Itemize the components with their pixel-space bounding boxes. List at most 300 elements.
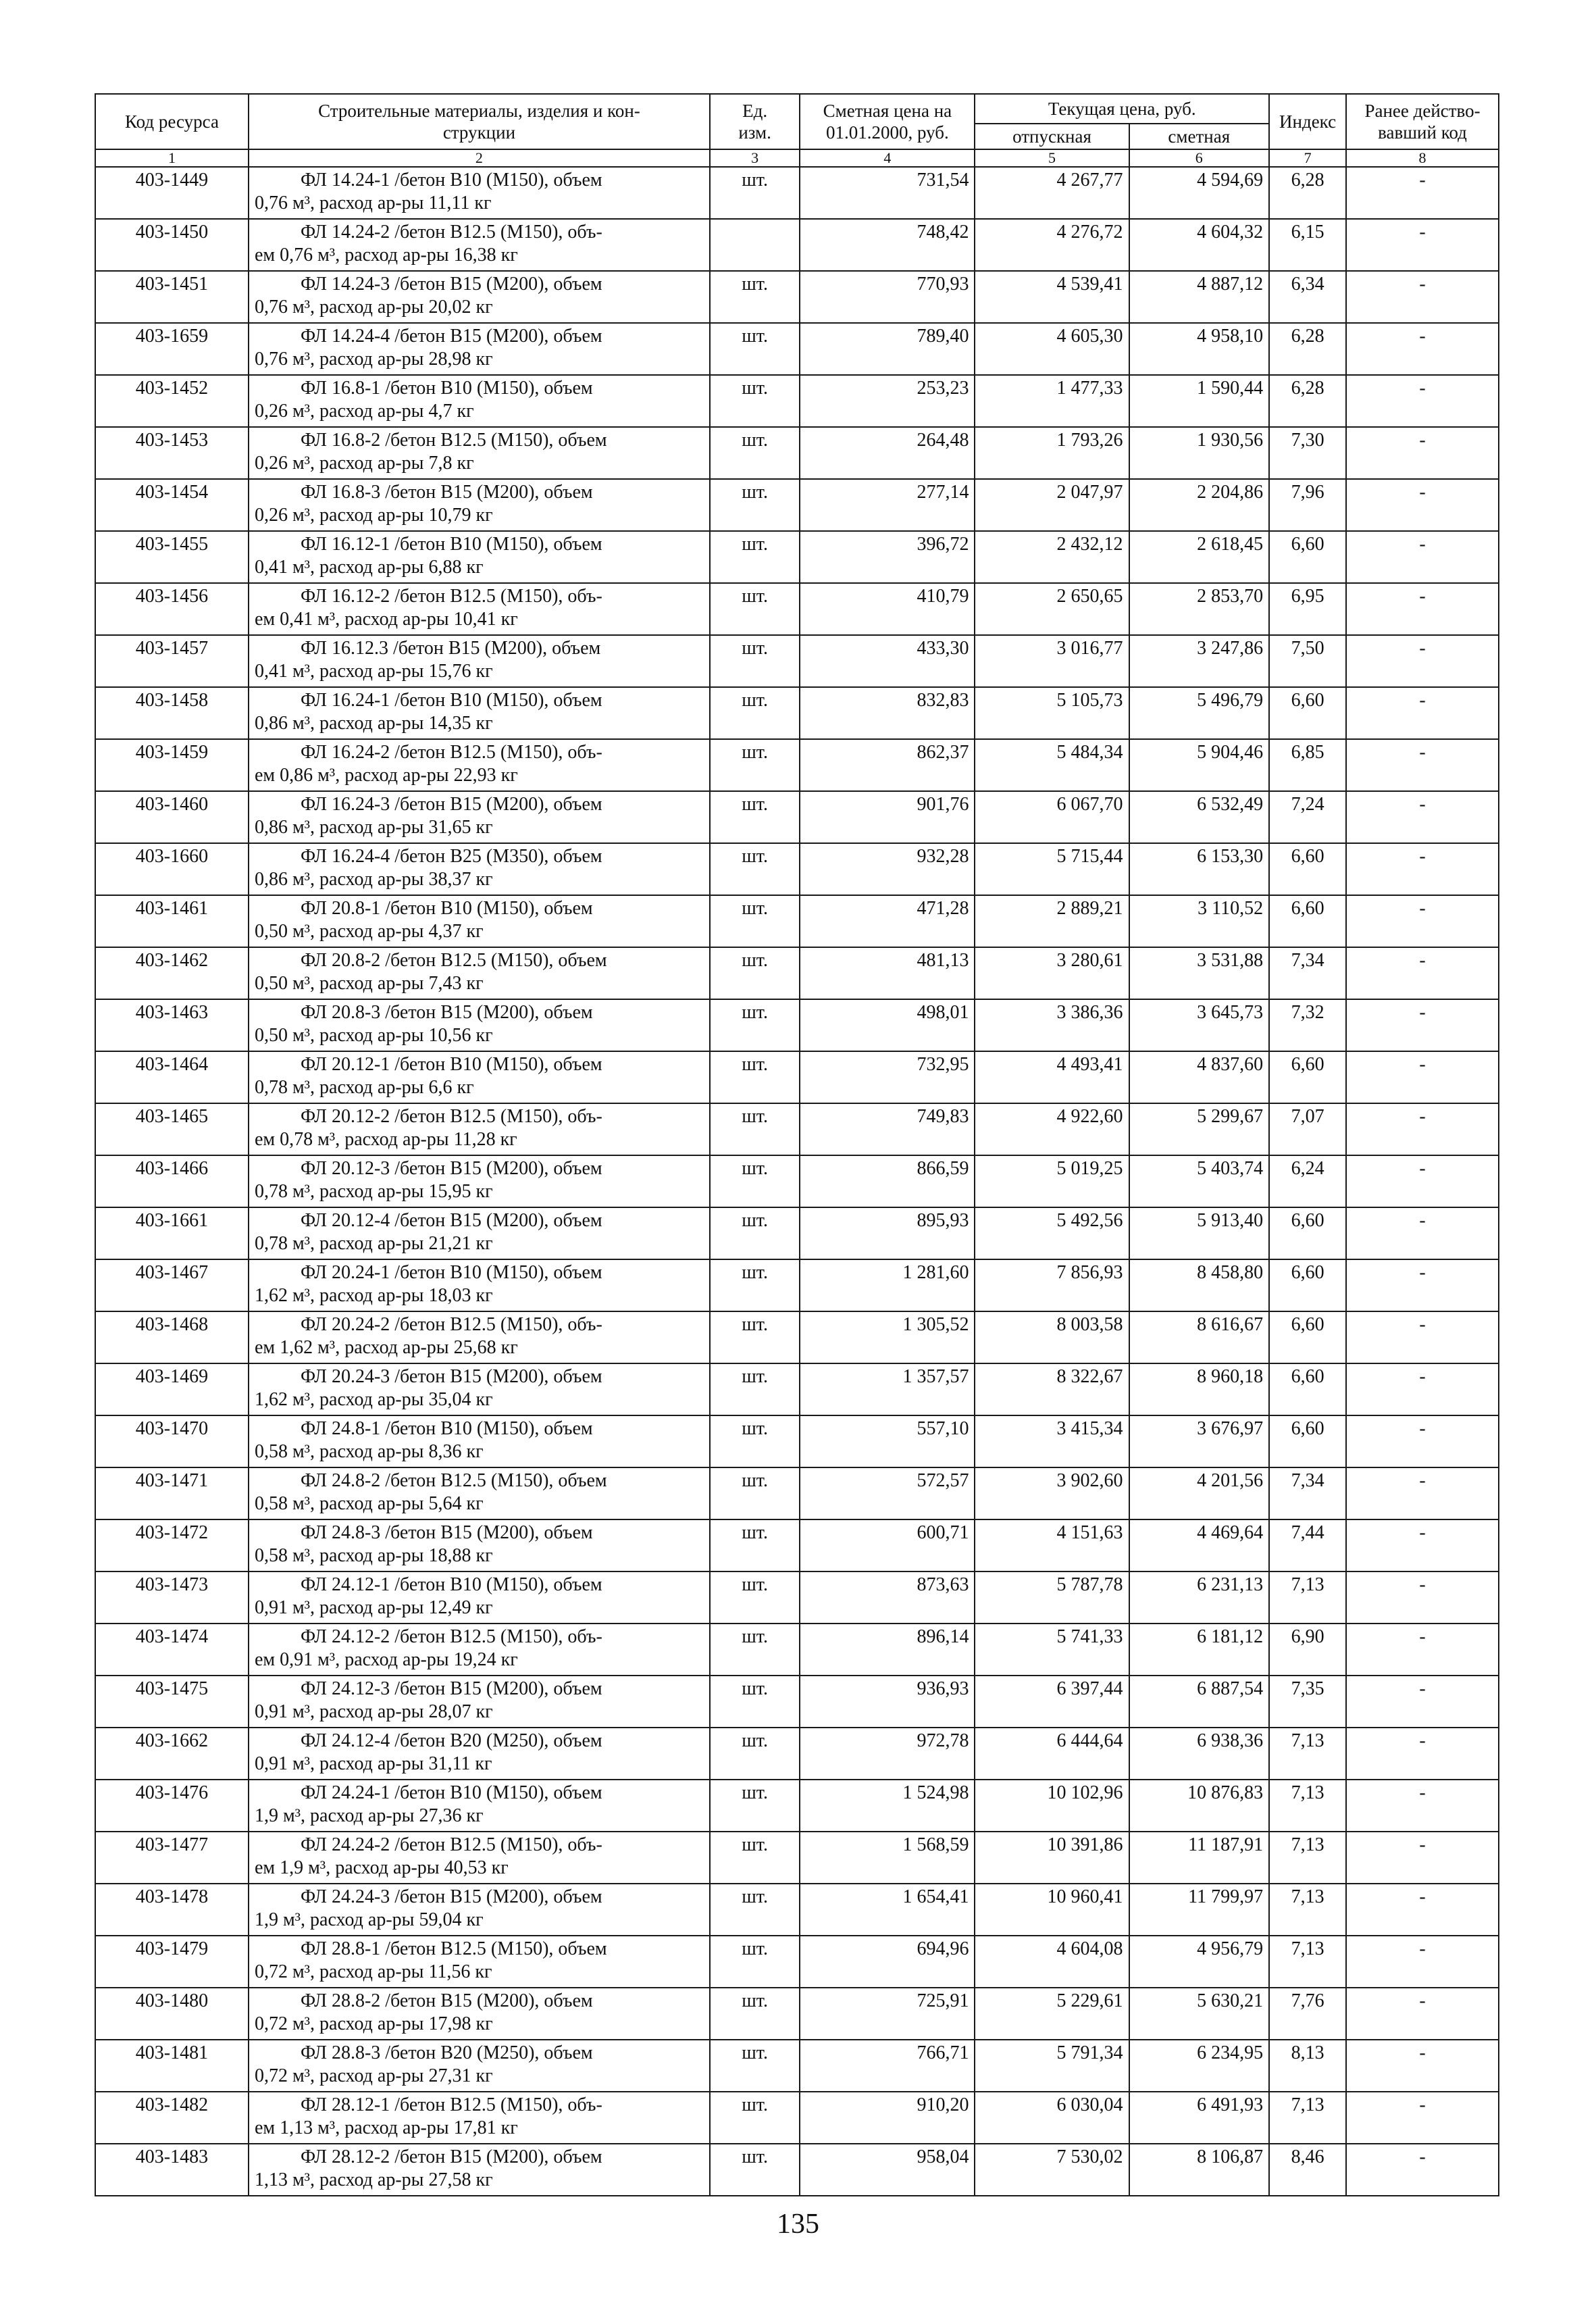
material-name-line2: 0,86 м³, расход ар-ры 38,37 кг (254, 869, 493, 890)
price-index: 7,13 (1269, 1780, 1346, 1832)
resource-code: 403-1460 (95, 791, 249, 843)
previous-code: - (1346, 167, 1499, 219)
release-price: 1 793,26 (975, 427, 1129, 479)
release-price: 8 322,67 (975, 1363, 1129, 1415)
table-row (95, 271, 1499, 323)
base-price: 1 654,41 (800, 1884, 975, 1936)
base-price: 694,96 (800, 1936, 975, 1988)
price-index: 6,28 (1269, 167, 1346, 219)
release-price: 5 229,61 (975, 1988, 1129, 2040)
table-row (95, 999, 1499, 1051)
previous-code: - (1346, 1051, 1499, 1103)
material-name-line1: ФЛ 20.8-2 /бетон В12.5 (М150), объем (300, 950, 607, 971)
base-price: 498,01 (800, 999, 975, 1051)
resource-code: 403-1449 (95, 167, 249, 219)
material-name-line1: ФЛ 28.8-2 /бетон В15 (М200), объем (300, 1990, 593, 2011)
release-price: 4 276,72 (975, 219, 1129, 271)
material-name-line1: ФЛ 24.8-3 /бетон В15 (М200), объем (300, 1522, 593, 1543)
unit: шт. (710, 375, 800, 427)
price-index: 7,44 (1269, 1519, 1346, 1571)
release-price: 4 267,77 (975, 167, 1129, 219)
material-name (249, 739, 710, 791)
price-index: 7,13 (1269, 1884, 1346, 1936)
previous-code: - (1346, 479, 1499, 531)
release-price: 4 151,63 (975, 1519, 1129, 1571)
material-name-line1: ФЛ 28.8-3 /бетон В20 (М250), объем (300, 2042, 593, 2063)
material-name (249, 323, 710, 375)
price-index: 7,34 (1269, 1467, 1346, 1519)
estimate-price: 4 887,12 (1129, 271, 1270, 323)
price-index: 7,35 (1269, 1676, 1346, 1728)
material-name (249, 1467, 710, 1519)
table-row (95, 635, 1499, 687)
base-price: 936,93 (800, 1676, 975, 1728)
material-name (249, 1311, 710, 1363)
material-name (249, 1207, 710, 1259)
table-row (95, 1988, 1499, 2040)
table-row (95, 1519, 1499, 1571)
release-price: 2 432,12 (975, 531, 1129, 583)
previous-code: - (1346, 739, 1499, 791)
unit: шт. (710, 531, 800, 583)
table-row (95, 1051, 1499, 1103)
estimate-price: 4 201,56 (1129, 1467, 1270, 1519)
price-index: 7,13 (1269, 2092, 1346, 2144)
release-price: 4 539,41 (975, 271, 1129, 323)
unit: шт. (710, 1051, 800, 1103)
release-price: 1 477,33 (975, 375, 1129, 427)
estimate-price: 6 181,12 (1129, 1624, 1270, 1676)
release-price: 3 415,34 (975, 1415, 1129, 1467)
price-index: 7,07 (1269, 1103, 1346, 1155)
price-index: 7,32 (1269, 999, 1346, 1051)
header-base-price: Сметная цена на 01.01.2000, руб. (800, 94, 975, 149)
unit: шт. (710, 1259, 800, 1311)
material-name (249, 1363, 710, 1415)
material-name-line1: ФЛ 28.12-1 /бетон В12.5 (М150), объ- (300, 2094, 602, 2115)
unit: шт. (710, 271, 800, 323)
material-name-line2: 0,50 м³, расход ар-ры 10,56 кг (254, 1025, 493, 1046)
material-name-line2: 0,91 м³, расход ар-ры 28,07 кг (254, 1701, 493, 1722)
material-name (249, 791, 710, 843)
release-price: 5 791,34 (975, 2040, 1129, 2092)
resource-code: 403-1480 (95, 1988, 249, 2040)
material-name (249, 1571, 710, 1624)
unit: шт. (710, 1728, 800, 1780)
material-name (249, 167, 710, 219)
price-index: 6,60 (1269, 531, 1346, 583)
previous-code: - (1346, 999, 1499, 1051)
material-name-line1: ФЛ 24.24-1 /бетон В10 (М150), объем (300, 1782, 602, 1803)
previous-code: - (1346, 1519, 1499, 1571)
resource-code: 403-1452 (95, 375, 249, 427)
price-index: 6,60 (1269, 687, 1346, 739)
base-price: 433,30 (800, 635, 975, 687)
estimate-price: 5 913,40 (1129, 1207, 1270, 1259)
column-number: 4 (800, 149, 975, 167)
estimate-price: 6 532,49 (1129, 791, 1270, 843)
header-index: Индекс (1269, 94, 1346, 149)
base-price: 1 568,59 (800, 1832, 975, 1884)
price-index: 6,24 (1269, 1155, 1346, 1207)
material-name-line2: 0,76 м³, расход ар-ры 20,02 кг (254, 297, 493, 318)
table-row (95, 583, 1499, 635)
previous-code: - (1346, 1832, 1499, 1884)
material-name (249, 271, 710, 323)
release-price: 6 397,44 (975, 1676, 1129, 1728)
release-price: 4 922,60 (975, 1103, 1129, 1155)
resource-code: 403-1462 (95, 947, 249, 999)
release-price: 2 650,65 (975, 583, 1129, 635)
material-name-line1: ФЛ 20.8-1 /бетон В10 (М150), объем (300, 898, 593, 919)
base-price: 749,83 (800, 1103, 975, 1155)
estimate-price: 2 204,86 (1129, 479, 1270, 531)
material-name-line2: ем 1,62 м³, расход ар-ры 25,68 кг (254, 1337, 518, 1358)
resource-code: 403-1660 (95, 843, 249, 895)
release-price: 6 444,64 (975, 1728, 1129, 1780)
material-name (249, 427, 710, 479)
estimate-price: 8 960,18 (1129, 1363, 1270, 1415)
table-row (95, 323, 1499, 375)
price-index: 6,34 (1269, 271, 1346, 323)
header-release-price: отпускная (975, 124, 1129, 149)
page-number: 135 (777, 2209, 819, 2240)
unit: шт. (710, 2144, 800, 2196)
unit: шт. (710, 1936, 800, 1988)
unit: шт. (710, 1780, 800, 1832)
resource-code: 403-1482 (95, 2092, 249, 2144)
price-index: 6,85 (1269, 739, 1346, 791)
material-name-line2: 0,76 м³, расход ар-ры 11,11 кг (254, 193, 492, 213)
material-name-line1: ФЛ 14.24-4 /бетон В15 (М200), объем (300, 326, 602, 347)
price-index: 6,60 (1269, 1311, 1346, 1363)
column-number: 5 (975, 149, 1129, 167)
material-name-line2: ем 1,13 м³, расход ар-ры 17,81 кг (254, 2117, 518, 2138)
price-index: 6,60 (1269, 1207, 1346, 1259)
resource-code: 403-1474 (95, 1624, 249, 1676)
material-name-line1: ФЛ 16.8-3 /бетон В15 (М200), объем (300, 482, 593, 503)
price-index: 8,13 (1269, 2040, 1346, 2092)
release-price: 10 391,86 (975, 1832, 1129, 1884)
material-name (249, 479, 710, 531)
resource-code: 403-1456 (95, 583, 249, 635)
material-name-line1: ФЛ 28.12-2 /бетон В15 (М200), объем (300, 2146, 602, 2167)
header-unit: Ед. изм. (710, 94, 800, 149)
material-name (249, 1519, 710, 1571)
release-price: 5 492,56 (975, 1207, 1129, 1259)
header-current-price: Текущая цена, руб. (975, 94, 1269, 124)
table-row (95, 1571, 1499, 1624)
material-name (249, 635, 710, 687)
release-price: 4 604,08 (975, 1936, 1129, 1988)
table-row (95, 1467, 1499, 1519)
unit: шт. (710, 167, 800, 219)
base-price: 725,91 (800, 1988, 975, 2040)
estimate-price: 6 938,36 (1129, 1728, 1270, 1780)
base-price: 789,40 (800, 323, 975, 375)
unit: шт. (710, 1832, 800, 1884)
estimate-price: 6 153,30 (1129, 843, 1270, 895)
material-name-line2: 0,50 м³, расход ар-ры 7,43 кг (254, 973, 484, 994)
material-name-line2: 0,91 м³, расход ар-ры 31,11 кг (254, 1753, 492, 1774)
base-price: 862,37 (800, 739, 975, 791)
material-name-line2: 1,13 м³, расход ар-ры 27,58 кг (254, 2169, 493, 2190)
price-index: 7,13 (1269, 1571, 1346, 1624)
estimate-price: 3 531,88 (1129, 947, 1270, 999)
resource-code: 403-1475 (95, 1676, 249, 1728)
price-index: 6,60 (1269, 1259, 1346, 1311)
material-name (249, 583, 710, 635)
material-name (249, 531, 710, 583)
previous-code: - (1346, 1103, 1499, 1155)
base-price: 1 305,52 (800, 1311, 975, 1363)
table-row (95, 2092, 1499, 2144)
previous-code: - (1346, 219, 1499, 271)
material-name-line1: ФЛ 20.12-1 /бетон В10 (М150), объем (300, 1054, 602, 1075)
base-price: 896,14 (800, 1624, 975, 1676)
table-row (95, 1624, 1499, 1676)
material-name (249, 1780, 710, 1832)
estimate-price: 11 187,91 (1129, 1832, 1270, 1884)
table-row (95, 1363, 1499, 1415)
price-index: 6,28 (1269, 323, 1346, 375)
material-name-line2: ем 0,91 м³, расход ар-ры 19,24 кг (254, 1649, 518, 1670)
release-price: 10 960,41 (975, 1884, 1129, 1936)
release-price: 8 003,58 (975, 1311, 1129, 1363)
base-price: 748,42 (800, 219, 975, 271)
material-name-line2: 0,41 м³, расход ар-ры 15,76 кг (254, 661, 493, 682)
material-name-line2: 0,78 м³, расход ар-ры 6,6 кг (254, 1077, 474, 1098)
material-name (249, 1988, 710, 2040)
resource-code: 403-1468 (95, 1311, 249, 1363)
previous-code: - (1346, 635, 1499, 687)
material-name (249, 1676, 710, 1728)
material-name-line2: 0,86 м³, расход ар-ры 14,35 кг (254, 713, 493, 734)
estimate-price: 5 299,67 (1129, 1103, 1270, 1155)
material-name-line1: ФЛ 14.24-2 /бетон В12.5 (М150), объ- (300, 222, 602, 243)
release-price: 3 280,61 (975, 947, 1129, 999)
previous-code: - (1346, 1415, 1499, 1467)
resource-code: 403-1483 (95, 2144, 249, 2196)
resource-code: 403-1461 (95, 895, 249, 947)
header-code: Код ресурса (95, 94, 249, 149)
resource-code: 403-1451 (95, 271, 249, 323)
table-row (95, 1415, 1499, 1467)
material-name-line2: ем 1,9 м³, расход ар-ры 40,53 кг (254, 1857, 509, 1878)
price-index: 6,90 (1269, 1624, 1346, 1676)
estimate-price: 4 956,79 (1129, 1936, 1270, 1988)
material-name-line1: ФЛ 24.12-3 /бетон В15 (М200), объем (300, 1678, 602, 1699)
material-name-line2: 0,86 м³, расход ар-ры 31,65 кг (254, 817, 493, 838)
resource-code: 403-1471 (95, 1467, 249, 1519)
unit: шт. (710, 1571, 800, 1624)
previous-code: - (1346, 531, 1499, 583)
base-price: 600,71 (800, 1519, 975, 1571)
release-price: 5 105,73 (975, 687, 1129, 739)
estimate-price: 1 590,44 (1129, 375, 1270, 427)
material-name (249, 1051, 710, 1103)
previous-code: - (1346, 895, 1499, 947)
material-name (249, 2040, 710, 2092)
release-price: 2 047,97 (975, 479, 1129, 531)
estimate-price: 6 234,95 (1129, 2040, 1270, 2092)
material-name-line2: 0,72 м³, расход ар-ры 11,56 кг (254, 1961, 492, 1982)
estimate-price: 6 231,13 (1129, 1571, 1270, 1624)
unit: шт. (710, 687, 800, 739)
resource-code: 403-1455 (95, 531, 249, 583)
resource-code: 403-1467 (95, 1259, 249, 1311)
release-price: 5 484,34 (975, 739, 1129, 791)
material-name-line1: ФЛ 16.24-1 /бетон В10 (М150), объем (300, 690, 602, 711)
resource-code: 403-1469 (95, 1363, 249, 1415)
resource-code: 403-1662 (95, 1728, 249, 1780)
unit: шт. (710, 1103, 800, 1155)
previous-code: - (1346, 375, 1499, 427)
material-name-line1: ФЛ 16.8-2 /бетон В12.5 (М150), объем (300, 430, 607, 451)
table-row (95, 2040, 1499, 2092)
material-name-line2: 0,58 м³, расход ар-ры 8,36 кг (254, 1441, 484, 1462)
previous-code: - (1346, 2092, 1499, 2144)
material-name (249, 1728, 710, 1780)
previous-code: - (1346, 1363, 1499, 1415)
release-price: 5 715,44 (975, 843, 1129, 895)
material-name-line1: ФЛ 24.8-2 /бетон В12.5 (М150), объем (300, 1470, 607, 1491)
material-name-line2: ем 0,78 м³, расход ар-ры 11,28 кг (254, 1129, 517, 1150)
release-price: 5 787,78 (975, 1571, 1129, 1624)
base-price: 866,59 (800, 1155, 975, 1207)
release-price: 2 889,21 (975, 895, 1129, 947)
previous-code: - (1346, 271, 1499, 323)
base-price: 901,76 (800, 791, 975, 843)
unit: шт. (710, 1155, 800, 1207)
material-name-line1: ФЛ 24.12-2 /бетон В12.5 (М150), объ- (300, 1626, 602, 1647)
resource-code: 403-1464 (95, 1051, 249, 1103)
table-row (95, 1780, 1499, 1832)
unit: шт. (710, 1988, 800, 2040)
material-name (249, 2092, 710, 2144)
estimate-price: 4 469,64 (1129, 1519, 1270, 1571)
table-row (95, 427, 1499, 479)
table-row (95, 1676, 1499, 1728)
release-price: 6 067,70 (975, 791, 1129, 843)
material-name-line2: 1,62 м³, расход ар-ры 35,04 кг (254, 1389, 493, 1410)
estimate-price: 6 491,93 (1129, 2092, 1270, 2144)
unit: шт. (710, 999, 800, 1051)
unit: шт. (710, 791, 800, 843)
unit: шт. (710, 583, 800, 635)
unit: шт. (710, 1519, 800, 1571)
column-number: 3 (710, 149, 800, 167)
table-row (95, 2144, 1499, 2196)
header-prev-code: Ранее действо- вавший код (1346, 94, 1499, 149)
estimate-price: 4 604,32 (1129, 219, 1270, 271)
unit: шт. (710, 2040, 800, 2092)
unit: шт. (710, 1311, 800, 1363)
table-row (95, 167, 1499, 219)
price-index: 6,60 (1269, 1363, 1346, 1415)
base-price: 572,57 (800, 1467, 975, 1519)
material-name-line1: ФЛ 20.8-3 /бетон В15 (М200), объем (300, 1002, 593, 1023)
unit: шт. (710, 843, 800, 895)
table-row (95, 531, 1499, 583)
previous-code: - (1346, 323, 1499, 375)
release-price: 5 741,33 (975, 1624, 1129, 1676)
resource-code: 403-1458 (95, 687, 249, 739)
table-row (95, 219, 1499, 271)
estimate-price: 3 247,86 (1129, 635, 1270, 687)
material-name (249, 687, 710, 739)
material-name-line1: ФЛ 20.12-4 /бетон В15 (М200), объем (300, 1210, 602, 1231)
price-index: 7,30 (1269, 427, 1346, 479)
material-name (249, 219, 710, 271)
material-name (249, 1832, 710, 1884)
base-price: 471,28 (800, 895, 975, 947)
material-name-line1: ФЛ 16.24-4 /бетон В25 (М350), объем (300, 846, 602, 867)
base-price: 910,20 (800, 2092, 975, 2144)
column-number: 8 (1346, 149, 1499, 167)
material-name-line2: 0,72 м³, расход ар-ры 17,98 кг (254, 2013, 493, 2034)
release-price: 3 016,77 (975, 635, 1129, 687)
price-index: 6,95 (1269, 583, 1346, 635)
unit: шт. (710, 1884, 800, 1936)
unit: шт. (710, 1363, 800, 1415)
resource-code: 403-1477 (95, 1832, 249, 1884)
material-name-line1: ФЛ 16.12.3 /бетон В15 (М200), объем (300, 638, 601, 659)
estimate-price: 5 630,21 (1129, 1988, 1270, 2040)
release-price: 7 530,02 (975, 2144, 1129, 2196)
resource-code: 403-1476 (95, 1780, 249, 1832)
material-name-line1: ФЛ 20.24-1 /бетон В10 (М150), объем (300, 1262, 602, 1283)
material-name-line1: ФЛ 24.8-1 /бетон В10 (М150), объем (300, 1418, 593, 1439)
previous-code: - (1346, 1207, 1499, 1259)
release-price: 6 030,04 (975, 2092, 1129, 2144)
estimate-price: 6 887,54 (1129, 1676, 1270, 1728)
material-name-line2: 0,91 м³, расход ар-ры 12,49 кг (254, 1597, 493, 1618)
resource-code: 403-1661 (95, 1207, 249, 1259)
base-price: 732,95 (800, 1051, 975, 1103)
base-price: 932,28 (800, 843, 975, 895)
material-name (249, 1624, 710, 1676)
material-name-line2: ем 0,86 м³, расход ар-ры 22,93 кг (254, 765, 518, 786)
estimate-price: 3 645,73 (1129, 999, 1270, 1051)
table-row (95, 843, 1499, 895)
estimate-price: 2 618,45 (1129, 531, 1270, 583)
base-price: 895,93 (800, 1207, 975, 1259)
estimate-price: 5 496,79 (1129, 687, 1270, 739)
resource-code: 403-1454 (95, 479, 249, 531)
material-name-line1: ФЛ 24.24-3 /бетон В15 (М200), объем (300, 1886, 602, 1907)
material-name (249, 1884, 710, 1936)
resource-code: 403-1472 (95, 1519, 249, 1571)
resource-code: 403-1473 (95, 1571, 249, 1624)
unit: шт. (710, 2092, 800, 2144)
previous-code: - (1346, 843, 1499, 895)
resource-code: 403-1459 (95, 739, 249, 791)
material-name-line1: ФЛ 20.12-2 /бетон В12.5 (М150), объ- (300, 1106, 602, 1127)
material-name (249, 1155, 710, 1207)
material-name-line1: ФЛ 16.24-3 /бетон В15 (М200), объем (300, 794, 602, 815)
table-header (95, 94, 1499, 167)
price-index: 6,60 (1269, 1051, 1346, 1103)
price-index: 6,28 (1269, 375, 1346, 427)
material-name-line2: ем 0,76 м³, расход ар-ры 16,38 кг (254, 245, 518, 266)
unit: шт. (710, 1207, 800, 1259)
release-price: 4 493,41 (975, 1051, 1129, 1103)
resource-code: 403-1453 (95, 427, 249, 479)
price-index: 7,76 (1269, 1988, 1346, 2040)
unit: шт. (710, 1624, 800, 1676)
base-price: 731,54 (800, 167, 975, 219)
